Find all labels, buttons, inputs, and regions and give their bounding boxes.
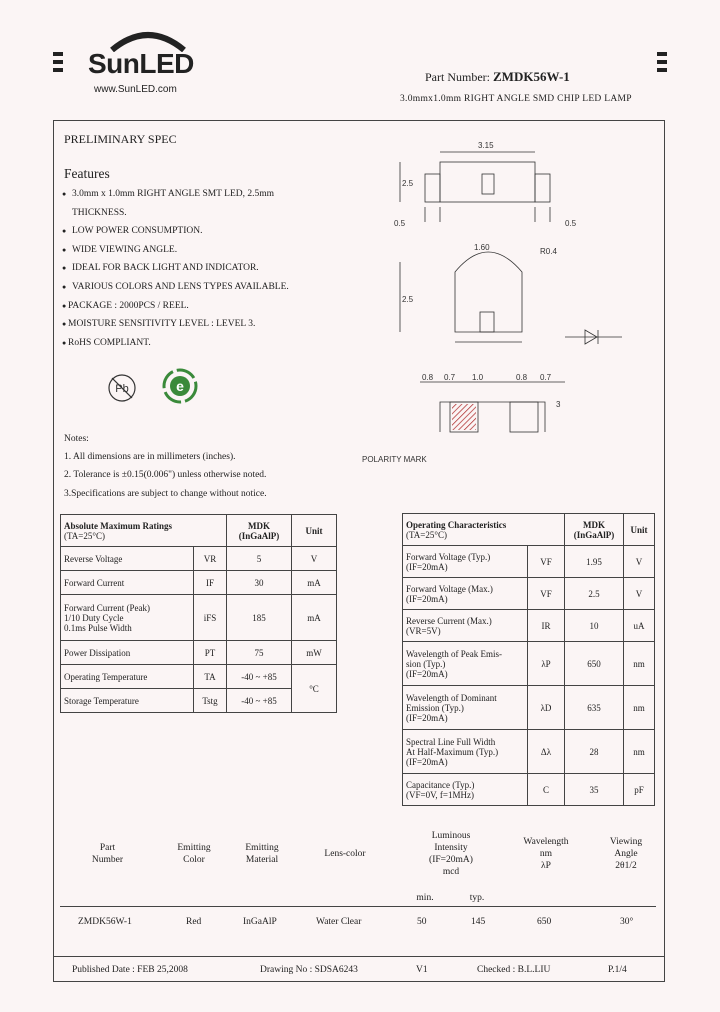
table-row: Reverse Current (Max.) (VR=5V) IR 10 uA: [403, 610, 655, 642]
header-left-marker: [53, 52, 63, 76]
svg-text:0.8: 0.8: [422, 373, 434, 382]
sel-h-min: min.: [416, 893, 434, 903]
svg-text:1.0: 1.0: [472, 373, 484, 382]
operating-characteristics-table: [402, 513, 655, 806]
feature-item: ● PACKAGE : 2000PCS / REEL.: [62, 297, 332, 316]
features-title: Features: [64, 166, 110, 181]
abs-col-unit: Unit: [292, 515, 337, 547]
preliminary-spec-label: PRELIMINARY SPEC: [64, 132, 177, 146]
sel-h-color: Emitting Color: [177, 843, 211, 865]
svg-text:0.5: 0.5: [394, 219, 406, 228]
sel-h-lens: Lens-color: [324, 849, 366, 859]
footer-published: Published Date : FEB 25,2008: [72, 965, 188, 975]
footer-divider: [53, 956, 665, 957]
feature-item: ● 3.0mm x 1.0mm RIGHT ANGLE SMT LED, 2.5mm: [62, 185, 332, 204]
footer-version: V1: [416, 965, 428, 975]
sel-h-viewing: Viewing Angle 2θ1/2: [609, 837, 643, 871]
svg-text:0.7: 0.7: [540, 373, 552, 382]
brand-logo: SunLED: [88, 48, 194, 79]
sel-typ: 145: [471, 917, 486, 927]
notes-title: Notes:: [64, 434, 89, 444]
sel-wavelength: 650: [537, 917, 552, 927]
svg-text:3: 3: [556, 400, 561, 409]
table-row: Capacitance (Typ.) (VF=0V, f=1MHz) C 35 pF: [403, 774, 655, 806]
footer-checked: Checked : B.L.LIU: [477, 965, 551, 975]
feature-item: ● VARIOUS COLORS AND LENS TYPES AVAILABLE.: [62, 278, 332, 297]
feature-item: THICKNESS.: [72, 207, 127, 218]
table-row: Operating Temperature TA -40 ~ +85 °C: [61, 665, 337, 689]
table-row: Forward Current (Peak) 1/10 Duty Cycle 0.1ms Pulse Width iFS 185 mA: [61, 595, 337, 641]
part-number-line: [425, 69, 570, 85]
package-drawing: [360, 132, 660, 472]
table-row: Reverse Voltage VR 5 V: [61, 547, 337, 571]
notes-block: [64, 430, 267, 503]
svg-text:3.15: 3.15: [478, 141, 494, 150]
feature-item: ● IDEAL FOR BACK LIGHT AND INDICATOR.: [62, 259, 332, 278]
sel-min: 50: [417, 917, 427, 927]
sel-part: ZMDK56W-1: [78, 917, 132, 927]
footer-drawing-no: Drawing No : SDSA6243: [260, 965, 358, 975]
absolute-max-ratings-table: [60, 514, 337, 713]
selection-divider: [60, 906, 656, 907]
note-item: 2. Tolerance is ±0.15(0.006") unless otherwise noted.: [64, 470, 267, 481]
svg-text:R0.4: R0.4: [540, 247, 557, 256]
svg-text:0.5: 0.5: [565, 219, 577, 228]
svg-text:0.8: 0.8: [516, 373, 528, 382]
rohs-e-icon: [162, 368, 198, 404]
table-row: Spectral Line Full Width At Half-Maximum (Typ.) (IF=20mA) Δλ 28 nm: [403, 730, 655, 774]
sel-h-wavelength: Wavelength nm λP: [523, 837, 569, 871]
svg-text:Pb: Pb: [115, 383, 129, 395]
table-row: Wavelength of Peak Emis- sion (Typ.) (IF=20mA) λP 650 nm: [403, 642, 655, 686]
abs-table-header: Absolute Maximum Ratings (TA=25°C): [61, 515, 227, 547]
part-number-value: ZMDK56W-1: [493, 69, 570, 84]
table-row: Power Dissipation PT 75 mW: [61, 641, 337, 665]
part-number-label: Part Number:: [425, 70, 490, 84]
svg-text:1.60: 1.60: [474, 243, 490, 252]
op-col-unit: Unit: [624, 514, 655, 546]
brand-url: www.SunLED.com: [94, 84, 177, 95]
feature-item: ● RoHS COMPLIANT.: [62, 334, 332, 353]
svg-text:0.7: 0.7: [444, 373, 456, 382]
table-row: Forward Voltage (Typ.) (IF=20mA) VF 1.95 V: [403, 546, 655, 578]
feature-item: ● MOISTURE SENSITIVITY LEVEL : LEVEL 3.: [62, 315, 332, 334]
svg-text:2.5: 2.5: [402, 295, 414, 304]
note-item: 1. All dimensions are in millimeters (inches).: [64, 452, 236, 463]
abs-col-mdk: MDK (InGaAlP): [227, 515, 292, 547]
note-item: 3.Specifications are subject to change without notice.: [64, 488, 267, 499]
sel-h-typ: typ.: [469, 893, 485, 903]
table-row: Forward Current IF 30 mA: [61, 571, 337, 595]
feature-item: ● WIDE VIEWING ANGLE.: [62, 241, 332, 260]
op-table-header: Operating Characteristics (TA=25°C): [403, 514, 565, 546]
features-list: [62, 185, 332, 352]
product-description: 3.0mmx1.0mm RIGHT ANGLE SMD CHIP LED LAMP: [400, 94, 632, 104]
sel-color: Red: [186, 917, 202, 927]
sel-h-part: Part Number: [91, 843, 124, 865]
sel-lens: Water Clear: [316, 917, 362, 927]
svg-text:POLARITY MARK: POLARITY MARK: [362, 455, 427, 464]
footer-page: P.1/4: [608, 965, 627, 975]
table-row: Storage Temperature Tstg -40 ~ +85: [61, 689, 337, 713]
header-right-marker: [657, 52, 667, 76]
svg-text:2.5: 2.5: [402, 179, 414, 188]
feature-item: ● LOW POWER CONSUMPTION.: [62, 222, 332, 241]
svg-text:e: e: [176, 378, 184, 394]
table-row: Forward Voltage (Max.) (IF=20mA) VF 2.5 V: [403, 578, 655, 610]
sel-material: InGaAlP: [243, 917, 277, 927]
sel-h-material: Emitting Material: [245, 843, 279, 865]
table-row: Wavelength of Dominant Emission (Typ.) (IF=20mA) λD 635 nm: [403, 686, 655, 730]
sel-viewing: 30°: [620, 917, 634, 927]
sel-h-luminous: Luminous Intensity (IF=20mA) mcd: [429, 831, 473, 877]
pb-free-icon: [106, 372, 138, 404]
op-col-mdk: MDK (InGaAlP): [565, 514, 624, 546]
